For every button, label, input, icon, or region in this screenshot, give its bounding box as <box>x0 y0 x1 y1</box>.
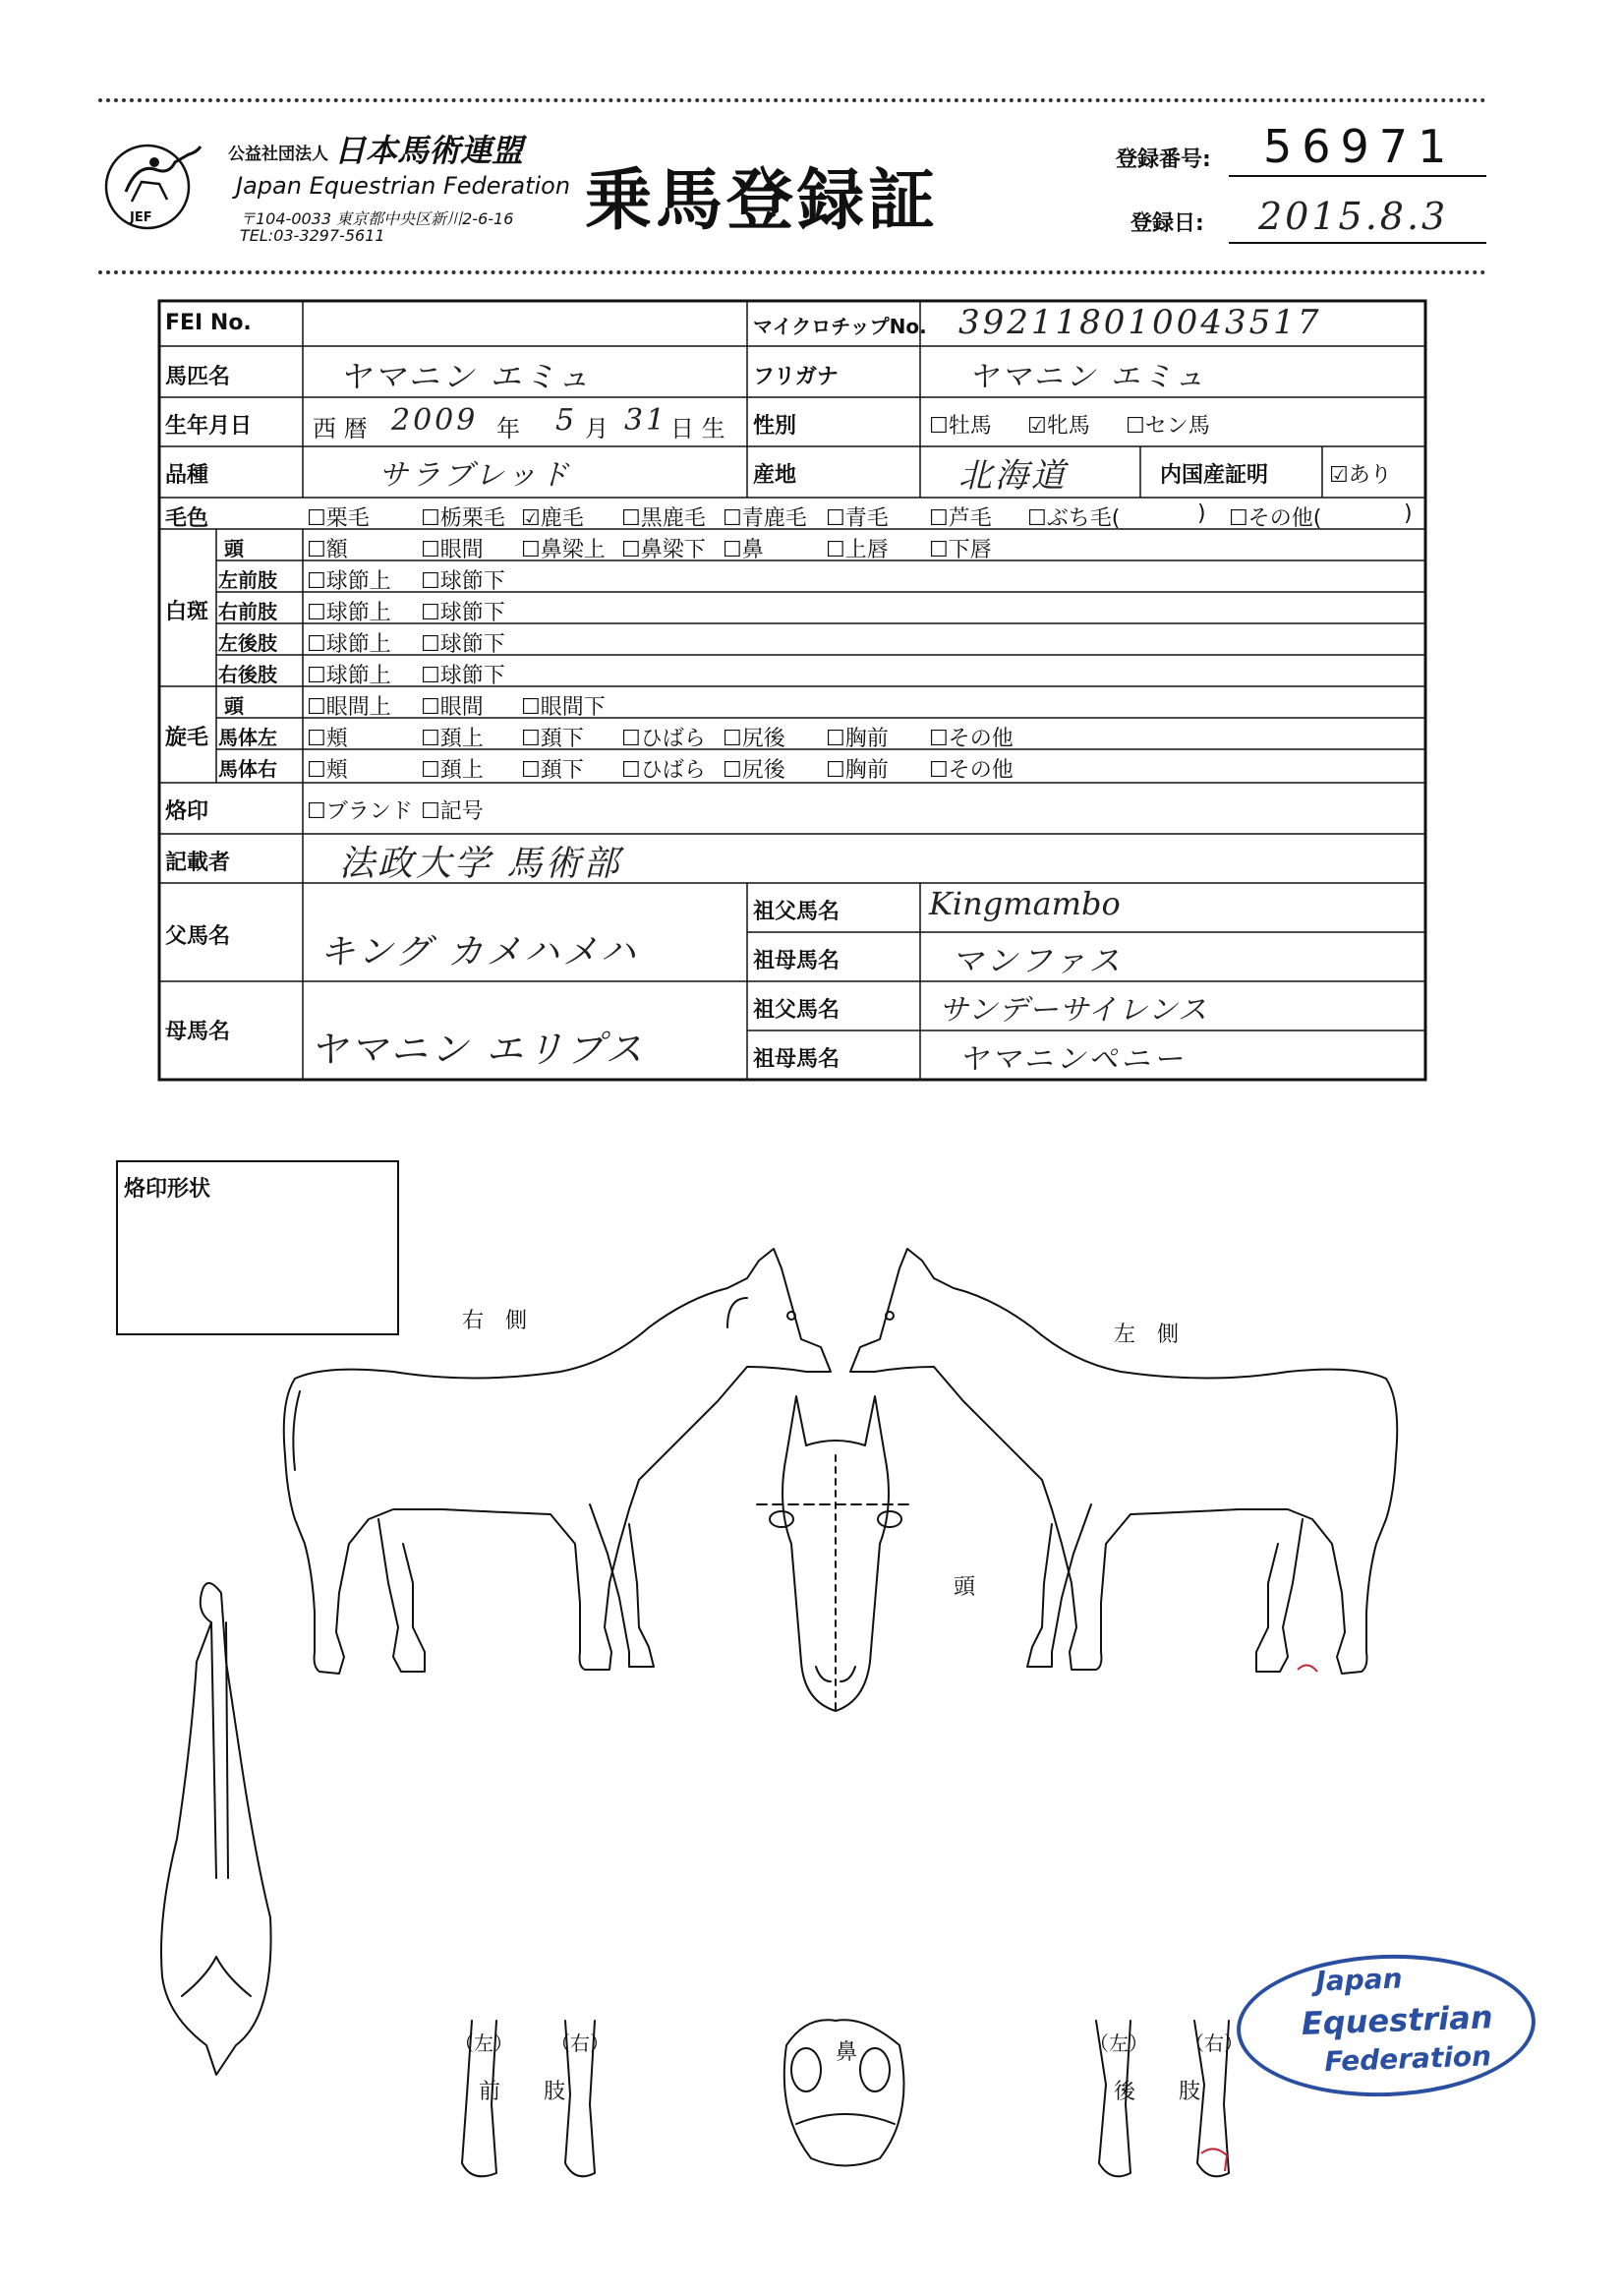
white-option[interactable]: ☐下唇 <box>929 538 992 562</box>
coat-option[interactable]: ☐栗毛 <box>307 506 370 531</box>
white-part: 右後肢 <box>218 663 277 686</box>
white-option[interactable]: ☐球節上 <box>307 569 391 594</box>
sire-value[interactable]: キング カメハメハ <box>319 932 639 972</box>
white-option[interactable]: ☐球節下 <box>421 601 505 625</box>
white-option[interactable]: ☐球節下 <box>421 632 505 657</box>
coat-option[interactable]: ☐栃栗毛 <box>421 506 505 531</box>
birth-day-unit: 日 生 <box>670 415 725 442</box>
white-option[interactable]: ☐鼻梁上 <box>521 538 606 562</box>
org-name-ja: 日本馬術連盟 <box>334 132 524 169</box>
whorl-part: 馬体左 <box>218 726 277 749</box>
furigana-value[interactable]: ヤマニン エミュ <box>968 360 1207 394</box>
sire-sire-value[interactable]: Kingmambo <box>929 885 1121 922</box>
whorl-option[interactable]: ☐尻後 <box>723 758 785 783</box>
white-option[interactable]: ☐鼻梁下 <box>621 538 706 562</box>
coat-option[interactable]: ☐青毛 <box>826 506 889 531</box>
furigana-label: フリガナ <box>753 365 839 389</box>
dam-dam-value[interactable]: ヤマニンペニー <box>958 1042 1186 1077</box>
fore-left-label: （左） <box>454 2031 513 2055</box>
horse-right-side-drawing <box>284 1249 831 1674</box>
logo-text: JEF <box>130 210 152 225</box>
sire-dam-value[interactable]: マンファス <box>952 942 1124 979</box>
stamp-line3: Federation <box>1323 2039 1492 2079</box>
sex-option-gelding[interactable]: ☐セン馬 <box>1126 414 1210 439</box>
white-part: 右前肢 <box>218 600 277 623</box>
stamp-line2: Equestrian <box>1301 1998 1494 2042</box>
chip-label: マイクロチップNo. <box>753 315 927 338</box>
reg-no-label: 登録番号: <box>1116 147 1211 172</box>
name-value[interactable]: ヤマニン エミュ <box>339 358 593 395</box>
brand-option[interactable]: ☐記号 <box>421 799 484 824</box>
sex-option-stallion[interactable]: ☐牡馬 <box>929 414 992 439</box>
white-option[interactable]: ☐額 <box>307 538 348 562</box>
birth-day[interactable]: 31 <box>624 403 668 438</box>
whorl-option[interactable]: ☐ひばら <box>621 727 706 751</box>
chip-value[interactable]: 392118010043517 <box>958 303 1322 342</box>
whorl-option[interactable]: ☐頚下 <box>521 727 584 751</box>
coat-option-checked[interactable]: ☑鹿毛 <box>521 506 584 531</box>
whorl-option[interactable]: ☐頬 <box>307 727 348 751</box>
fore-caption: 前 肢 <box>479 2080 566 2104</box>
whorl-option[interactable]: ☐胸前 <box>826 758 889 783</box>
white-option[interactable]: ☐球節上 <box>307 601 391 625</box>
org-address: 〒104-0033 東京都中央区新川2-6-16 <box>240 209 514 228</box>
dam-value[interactable]: ヤマニン エリプス <box>310 1028 646 1071</box>
birth-label: 生年月日 <box>165 414 253 439</box>
sire-sire-label: 祖父馬名 <box>753 900 840 924</box>
white-label: 白斑 <box>165 600 209 624</box>
whorl-option[interactable]: ☐ひばら <box>621 758 706 783</box>
stamp-line1: Japan <box>1314 1962 1404 1998</box>
whorl-option[interactable]: ☐眼間下 <box>521 695 606 720</box>
whorl-option[interactable]: ☐その他 <box>929 727 1014 751</box>
dam-dam-label: 祖母馬名 <box>753 1047 840 1072</box>
coat-option[interactable]: ☐ぶち毛( <box>1027 506 1121 531</box>
head-label: 頭 <box>954 1575 976 1600</box>
reg-date-label: 登録日: <box>1130 211 1204 236</box>
white-part: 左前肢 <box>218 568 277 592</box>
dam-label: 母馬名 <box>165 1020 231 1044</box>
horse-left-side-drawing <box>850 1249 1397 1674</box>
white-option[interactable]: ☐球節上 <box>307 664 391 688</box>
whorl-option[interactable]: ☐尻後 <box>723 727 785 751</box>
sex-option-mare[interactable]: ☑牝馬 <box>1027 414 1090 439</box>
birth-month[interactable]: 5 <box>555 403 578 438</box>
whorl-option[interactable]: ☐頚下 <box>521 758 584 783</box>
birth-year-unit: 年 <box>496 415 520 442</box>
nose-drawing <box>784 2020 904 2165</box>
white-part: 左後肢 <box>218 631 277 655</box>
coat-paren: ) <box>1197 501 1206 526</box>
hind-legs-drawing <box>1096 2021 1229 2176</box>
origin-value[interactable]: 北海道 <box>958 456 1068 496</box>
writer-label: 記載者 <box>165 851 231 875</box>
coat-paren: ) <box>1404 501 1413 526</box>
birth-year[interactable]: 2009 <box>391 403 479 438</box>
birth-era: 西 暦 <box>313 415 368 442</box>
coat-option[interactable]: ☐青鹿毛 <box>723 506 807 531</box>
domestic-label: 内国産証明 <box>1160 463 1269 488</box>
hind-caption: 後 肢 <box>1114 2080 1201 2104</box>
brand-label: 烙印 <box>165 799 209 824</box>
reg-date-value: 2015.8.3 <box>1258 195 1449 238</box>
fei-label: FEI No. <box>165 311 252 335</box>
white-option[interactable]: ☐球節下 <box>421 664 505 688</box>
document-title: 乗馬登録証 <box>585 161 940 240</box>
white-part: 頭 <box>224 537 244 560</box>
whorl-part: 馬体右 <box>218 757 277 781</box>
horse-top-view-drawing <box>161 1583 271 2075</box>
whorl-option[interactable]: ☐頚上 <box>421 758 484 783</box>
breed-value[interactable]: サラブレッド <box>378 458 572 493</box>
white-option[interactable]: ☐眼間 <box>421 538 484 562</box>
brand-shape-label: 烙印形状 <box>124 1177 211 1202</box>
whorl-part: 頭 <box>224 694 244 718</box>
sex-label: 性別 <box>753 414 797 439</box>
hind-right-white-mark <box>1201 2149 1227 2171</box>
whorl-option[interactable]: ☐眼間 <box>421 695 484 720</box>
sire-dam-label: 祖母馬名 <box>753 949 840 973</box>
coat-label: 毛色 <box>165 506 209 531</box>
fore-legs-drawing <box>462 2021 595 2176</box>
whorl-option[interactable]: ☐胸前 <box>826 727 889 751</box>
name-label: 馬匹名 <box>165 365 231 389</box>
writer-value[interactable]: 法政大学 馬術部 <box>339 844 622 884</box>
breed-label: 品種 <box>165 463 209 488</box>
org-prefix: 公益社団法人 <box>228 145 328 164</box>
whorl-option[interactable]: ☐頚上 <box>421 727 484 751</box>
hind-left-label: （左） <box>1089 2031 1148 2055</box>
white-option[interactable]: ☐上唇 <box>826 538 889 562</box>
whorl-option[interactable]: ☐その他 <box>929 758 1014 783</box>
coat-option[interactable]: ☐その他( <box>1229 506 1322 531</box>
dam-sire-value[interactable]: サンデーサイレンス <box>939 993 1208 1028</box>
dam-sire-label: 祖父馬名 <box>753 998 840 1023</box>
fore-right-label: （右） <box>551 2031 609 2055</box>
reg-no-value: 56971 <box>1263 120 1457 173</box>
white-option[interactable]: ☐球節下 <box>421 569 505 594</box>
brand-option[interactable]: ☐ブランド <box>307 799 413 824</box>
whorl-label: 旋毛 <box>165 726 209 750</box>
domestic-check[interactable]: ☑あり <box>1329 463 1392 488</box>
horse-head-front-drawing <box>757 1396 914 1711</box>
left-side-white-mark <box>1298 1665 1317 1672</box>
org-tel: TEL:03-3297-5611 <box>240 226 385 245</box>
hind-right-label: （右） <box>1185 2031 1244 2055</box>
coat-option[interactable]: ☐黒鹿毛 <box>621 506 706 531</box>
white-option[interactable]: ☐球節上 <box>307 632 391 657</box>
left-side-label: 左 側 <box>1114 1323 1180 1347</box>
sire-label: 父馬名 <box>165 924 231 949</box>
birth-month-unit: 月 <box>585 415 609 442</box>
nose-label: 鼻 <box>836 2040 858 2065</box>
whorl-option[interactable]: ☐眼間上 <box>307 695 391 720</box>
org-name-en: Japan Equestrian Federation <box>236 172 571 200</box>
horse-diagram <box>0 1131 1623 2291</box>
white-option[interactable]: ☐鼻 <box>723 538 764 562</box>
right-side-label: 右 側 <box>462 1309 528 1333</box>
coat-option[interactable]: ☐芦毛 <box>929 506 992 531</box>
whorl-option[interactable]: ☐頬 <box>307 758 348 783</box>
origin-label: 産地 <box>753 463 797 488</box>
